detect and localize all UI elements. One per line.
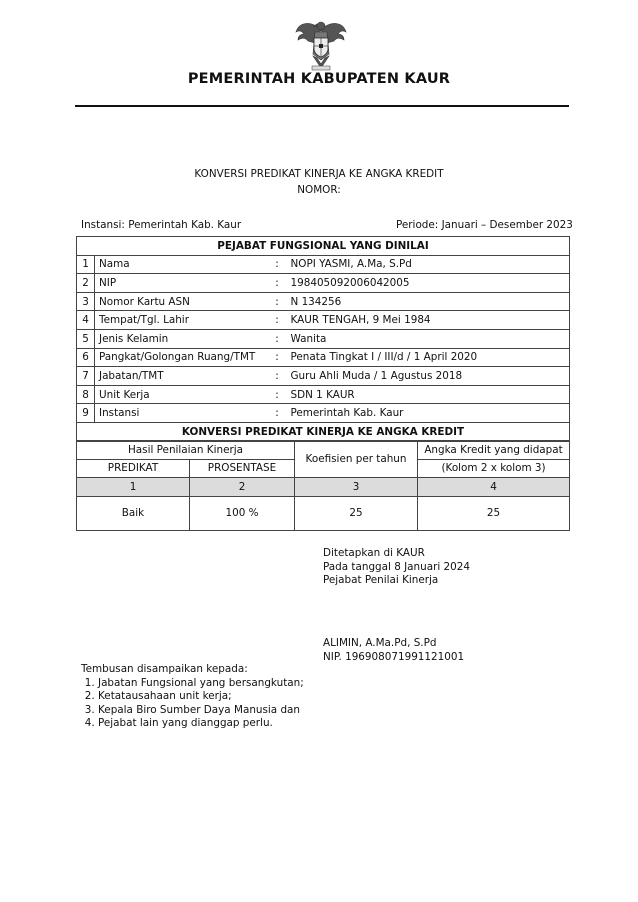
- prosentase-header: PROSENTASE: [190, 459, 295, 478]
- row-label: Pangkat/Golongan Ruang/TMT: [95, 348, 268, 367]
- table-row: 7 Jabatan/TMT : Guru Ahli Muda / 1 Agustus 2018: [77, 367, 570, 386]
- signer-nip: NIP. 196908071991121001: [323, 650, 465, 663]
- koefisien-value: 25: [295, 496, 418, 530]
- row-value: Penata Tingkat I / III/d / 1 April 2020: [287, 348, 570, 367]
- table-row: 3 Nomor Kartu ASN : N 134256: [77, 292, 570, 311]
- column-number-row: 1 2 3 4: [77, 478, 570, 497]
- table-row: 8 Unit Kerja : SDN 1 KAUR: [77, 385, 570, 404]
- signature-place: Ditetapkan di KAUR: [323, 547, 425, 559]
- official-info-table: [76, 236, 570, 442]
- row-label: Jabatan/TMT: [95, 367, 268, 386]
- row-label: NIP: [95, 274, 268, 293]
- credit-conversion-table: [76, 440, 570, 531]
- row-label: Instansi: [95, 404, 268, 423]
- conversion-section-title: KONVERSI PREDIKAT KINERJA KE ANGKA KREDIT: [77, 422, 570, 441]
- row-label: Nama: [95, 255, 268, 274]
- copies-list: [81, 677, 304, 731]
- predikat-value: Baik: [77, 496, 190, 530]
- list-item: 3. Kepala Biro Sumber Daya Manusia dan: [98, 704, 304, 718]
- periode-label: Periode: Januari – Desember 2023: [396, 219, 573, 231]
- table-row: 4 Tempat/Tgl. Lahir : KAUR TENGAH, 9 Mei 1984: [77, 311, 570, 330]
- signer-name: ALIMIN, A.Ma.Pd, S.Pd: [323, 637, 437, 649]
- copies-heading: Tembusan disampaikan kepada:: [81, 663, 248, 675]
- hasil-penilaian-header: Hasil Penilaian Kinerja: [77, 441, 295, 460]
- row-value: N 134256: [287, 292, 570, 311]
- row-value: Guru Ahli Muda / 1 Agustus 2018: [287, 367, 570, 386]
- official-section-title: PEJABAT FUNGSIONAL YANG DINILAI: [77, 237, 570, 256]
- prosentase-value: 100 %: [190, 496, 295, 530]
- signature-block: [323, 547, 470, 588]
- table-row: 9 Instansi : Pemerintah Kab. Kaur: [77, 404, 570, 423]
- row-value: NOPI YASMI, A.Ma, S.Pd: [287, 255, 570, 274]
- row-label: Jenis Kelamin: [95, 329, 268, 348]
- organization-title: PEMERINTAH KABUPATEN KAUR: [187, 71, 451, 87]
- angka-kredit-header: Angka Kredit yang didapat: [418, 441, 570, 460]
- row-value: Pemerintah Kab. Kaur: [287, 404, 570, 423]
- row-value: KAUR TENGAH, 9 Mei 1984: [287, 311, 570, 330]
- row-value: SDN 1 KAUR: [287, 385, 570, 404]
- signature-role: Pejabat Penilai Kinerja: [323, 574, 439, 587]
- predikat-header: PREDIKAT: [77, 459, 190, 478]
- row-label: Tempat/Tgl. Lahir: [95, 311, 268, 330]
- document-title: KONVERSI PREDIKAT KINERJA KE ANGKA KREDIT: [194, 168, 444, 180]
- row-value: 198405092006042005: [287, 274, 570, 293]
- table-row: [77, 496, 570, 530]
- table-row: 1 Nama : NOPI YASMI, A.Ma, S.Pd: [77, 255, 570, 274]
- document-number: NOMOR:: [297, 184, 341, 196]
- row-label: Unit Kerja: [95, 385, 268, 404]
- row-value: Wanita: [287, 329, 570, 348]
- angka-kredit-subheader: (Kolom 2 x kolom 3): [418, 459, 570, 478]
- signer-block: [323, 637, 464, 664]
- copies-block: [81, 663, 304, 731]
- koefisien-header: Koefisien per tahun: [295, 441, 418, 478]
- header-divider: [75, 105, 569, 107]
- table-row: 5 Jenis Kelamin : Wanita: [77, 329, 570, 348]
- instansi-label: Instansi: Pemerintah Kab. Kaur: [81, 219, 242, 231]
- row-label: Nomor Kartu ASN: [95, 292, 268, 311]
- table-row: 6 Pangkat/Golongan Ruang/TMT : Penata Tingkat I / III/d / 1 April 2020: [77, 348, 570, 367]
- signature-date: Pada tanggal 8 Januari 2024: [323, 560, 470, 573]
- list-item: 2. Ketatausahaan unit kerja;: [98, 690, 304, 704]
- list-item: 4. Pejabat lain yang dianggap perlu.: [98, 717, 304, 731]
- garuda-emblem-icon: [293, 16, 349, 74]
- table-row: 2 NIP : 198405092006042005: [77, 274, 570, 293]
- angka-kredit-value: 25: [418, 496, 570, 530]
- list-item: 1. Jabatan Fungsional yang bersangkutan;: [98, 677, 304, 691]
